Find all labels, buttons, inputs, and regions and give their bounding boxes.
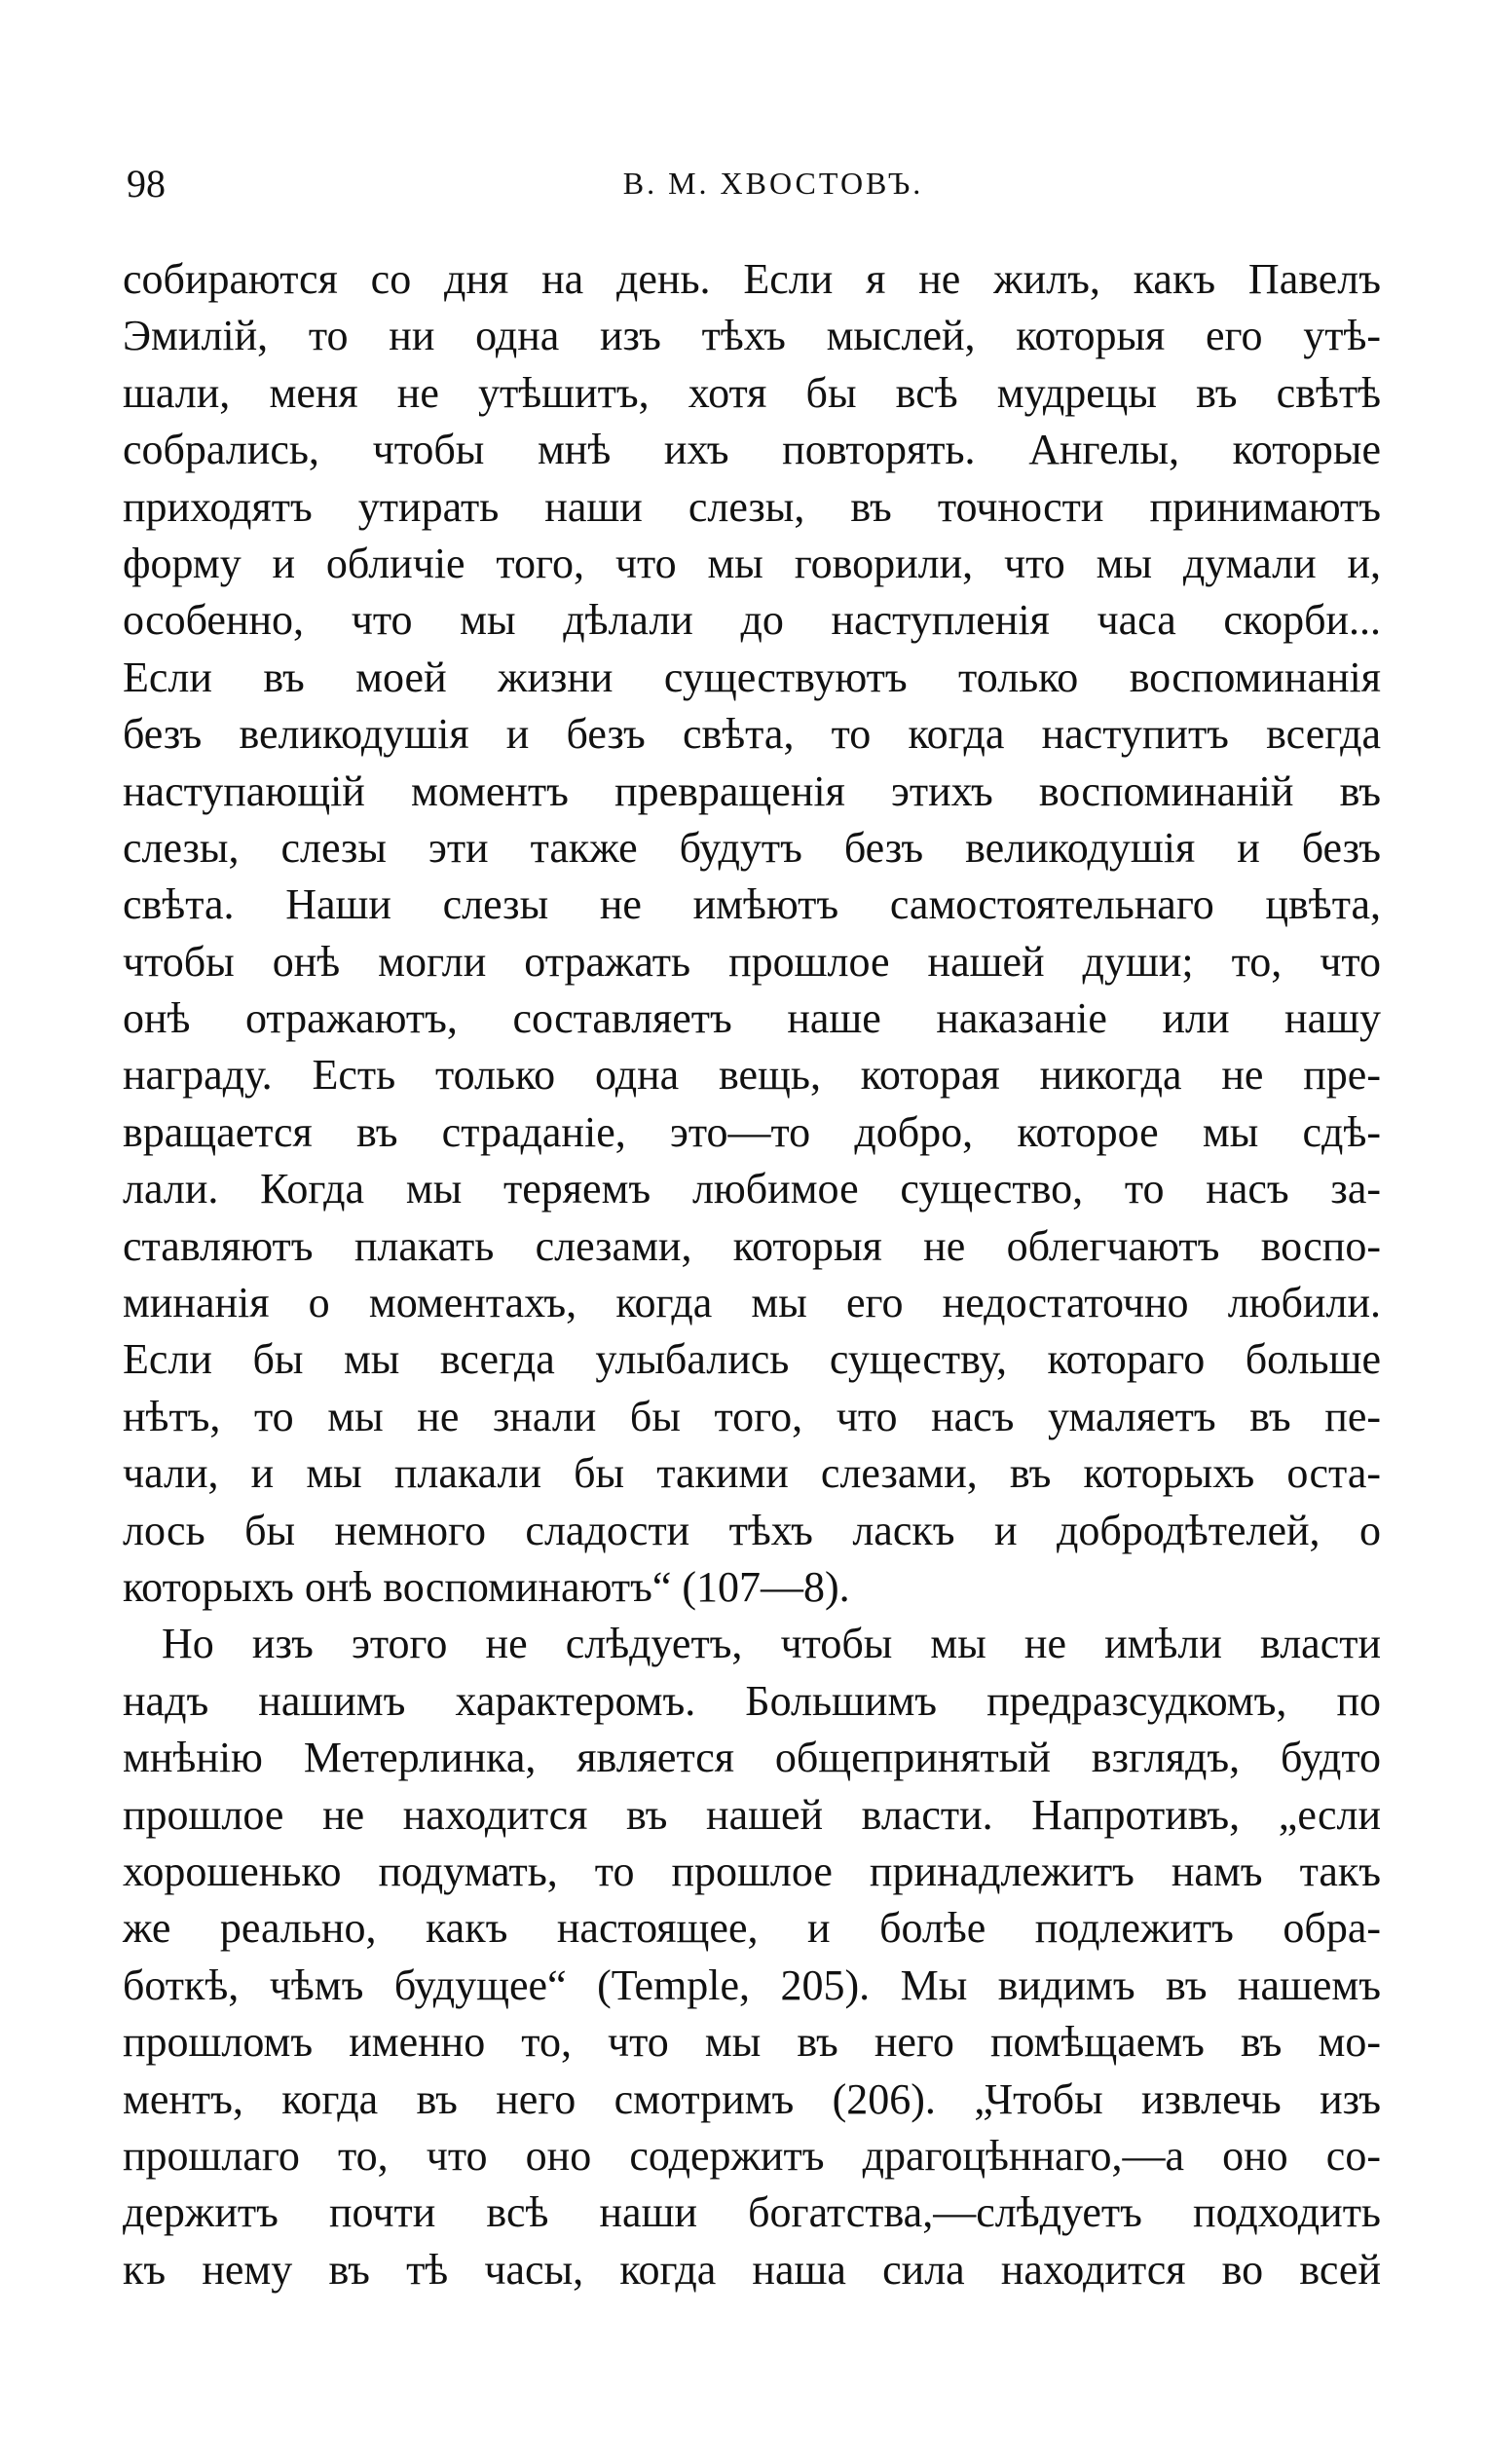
text-line: онѣ отражаютъ, составляетъ наше наказаніе или нашу: [123, 994, 1381, 1043]
page-number: 98: [127, 162, 166, 205]
text-line: ставляютъ плакать слезами, которыя не облегчаютъ воспо-: [123, 1221, 1381, 1270]
text-line: Но изъ этого не слѣдуетъ, чтобы мы не имѣли власти: [162, 1620, 1381, 1668]
text-line: безъ великодушія и безъ свѣта, то когда наступитъ всегда: [123, 710, 1381, 759]
text-line: Если въ моей жизни существуютъ только воспоминанія: [123, 653, 1381, 701]
text-line: же реально, какъ настоящее, и болѣе подлежитъ обра-: [123, 1904, 1381, 1953]
text-line: вращается въ страданіе, это—то добро, которое мы сдѣ-: [123, 1107, 1381, 1156]
text-line: минанія о моментахъ, когда мы его недостаточно любили.: [123, 1279, 1381, 1327]
text-line: хорошенько подумать, то прошлое принадлежитъ намъ такъ: [123, 1847, 1381, 1895]
text-line: прошломъ именно то, что мы въ него помѣщаемъ въ мо-: [123, 2018, 1381, 2067]
text-line: особенно, что мы дѣлали до наступленія часа скорби...: [123, 596, 1381, 645]
text-line: которыхъ онѣ воспоминаютъ“ (107—8).: [123, 1562, 850, 1611]
text-line: лали. Когда мы теряемъ любимое существо, то насъ за-: [123, 1165, 1381, 1213]
text-line: наступающій моментъ превращенія этихъ воспоминаній въ: [123, 766, 1381, 815]
text-line: нѣтъ, то мы не знали бы того, что насъ умаляетъ въ пе-: [123, 1392, 1381, 1440]
text-line: собрались, чтобы мнѣ ихъ повторять. Ангелы, которые: [123, 426, 1381, 474]
text-line: къ нему въ тѣ часы, когда наша сила находится во всей: [123, 2245, 1381, 2294]
running-head: В. М. ХВОСТОВЪ.: [622, 166, 924, 201]
text-line: Эмилій, то ни одна изъ тѣхъ мыслей, которыя его утѣ-: [123, 312, 1381, 360]
text-line: шали, меня не утѣшитъ, хотя бы всѣ мудрецы въ свѣтѣ: [123, 368, 1381, 417]
text-line: ментъ, когда въ него смотримъ (206). „Чтобы извлечь изъ: [123, 2074, 1381, 2123]
text-line: Если бы мы всегда улыбались существу, котораго больше: [123, 1335, 1381, 1384]
text-line: приходятъ утирать наши слезы, въ точности принимаютъ: [123, 482, 1381, 531]
text-line: собираются со дня на день. Если я не жилъ, какъ Павелъ: [123, 255, 1381, 303]
text-line: надъ нашимъ характеромъ. Большимъ предразсудкомъ, по: [123, 1676, 1381, 1725]
text-line: лось бы немного сладости тѣхъ ласкъ и добродѣтелей, о: [123, 1506, 1381, 1554]
text-line: свѣта. Наши слезы не имѣютъ самостоятельнаго цвѣта,: [123, 880, 1381, 929]
text-line: прошлое не находится въ нашей власти. Напротивъ, „если: [123, 1790, 1381, 1839]
text-line: награду. Есть только одна вещь, которая никогда не пре-: [123, 1051, 1381, 1100]
text-line: прошлаго то, что оно содержитъ драгоцѣннаго,—а оно со-: [123, 2131, 1381, 2180]
text-line: боткѣ, чѣмъ будущее“ (Temple, 205). Мы видимъ въ нашемъ: [123, 1960, 1381, 2009]
text-line: чали, и мы плакали бы такими слезами, въ которыхъ оста-: [123, 1449, 1381, 1498]
text-line: слезы, слезы эти также будутъ безъ великодушія и безъ: [123, 823, 1381, 872]
text-line: держитъ почти всѣ наши богатства,—слѣдуетъ подходить: [123, 2188, 1381, 2237]
text-line: форму и обличіе того, что мы говорили, что мы думали и,: [123, 539, 1381, 587]
text-line: чтобы онѣ могли отражать прошлое нашей души; то, что: [123, 937, 1381, 986]
page-body: [123, 251, 1381, 2298]
text-line: мнѣнію Метерлинка, является общепринятый взглядъ, будто: [123, 1734, 1381, 1782]
